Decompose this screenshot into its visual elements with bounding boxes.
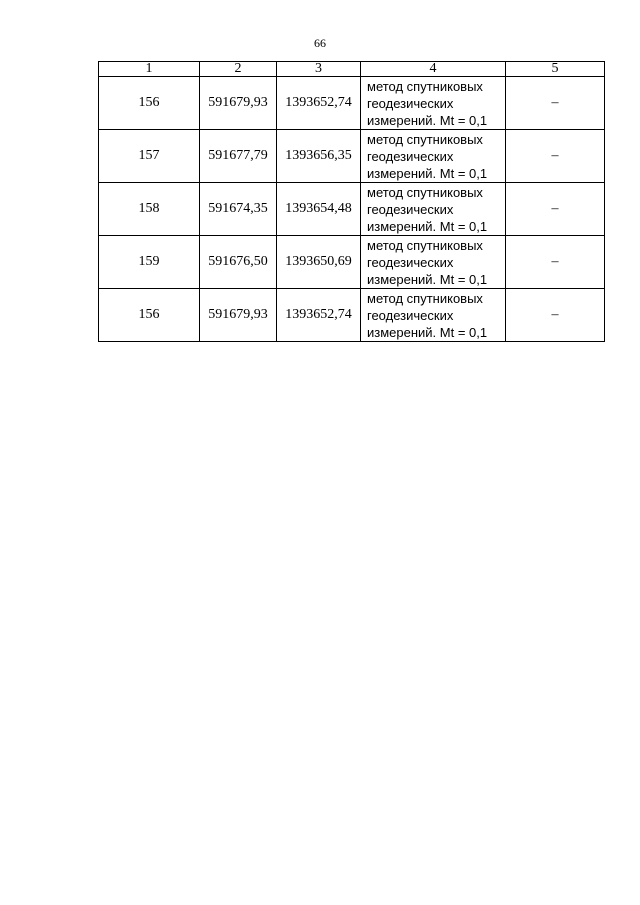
column-header-3: 3	[277, 62, 361, 77]
column-header-1: 1	[99, 62, 200, 77]
column-header-5: 5	[506, 62, 605, 77]
y-coordinate-cell: 1393652,74	[277, 77, 361, 130]
method-cell	[361, 183, 506, 236]
method-cell	[361, 130, 506, 183]
point-number-cell: 156	[99, 289, 200, 342]
coordinates-table	[98, 61, 605, 342]
point-number-cell: 156	[99, 77, 200, 130]
table-row	[99, 289, 605, 342]
point-number-cell: 159	[99, 236, 200, 289]
point-number-cell: 158	[99, 183, 200, 236]
y-coordinate-cell: 1393652,74	[277, 289, 361, 342]
method-line: метод спутниковых	[367, 184, 483, 200]
x-coordinate-cell: 591679,93	[200, 77, 277, 130]
x-coordinate-cell: 591676,50	[200, 236, 277, 289]
method-cell	[361, 289, 506, 342]
y-coordinate-cell: 1393656,35	[277, 130, 361, 183]
note-cell: –	[506, 289, 605, 342]
column-header-4: 4	[361, 62, 506, 77]
x-coordinate-cell: 591679,93	[200, 289, 277, 342]
method-line: геодезических	[367, 201, 454, 217]
method-line: измерений. Mt = 0,1	[367, 271, 488, 287]
y-coordinate-cell: 1393654,48	[277, 183, 361, 236]
page-number: 66	[314, 36, 326, 50]
x-coordinate-cell: 591674,35	[200, 183, 277, 236]
method-line: геодезических	[367, 307, 454, 323]
method-line: метод спутниковых	[367, 290, 483, 306]
table-header-row	[99, 62, 605, 77]
note-cell: –	[506, 130, 605, 183]
method-line: измерений. Mt = 0,1	[367, 112, 488, 128]
method-line: измерений. Mt = 0,1	[367, 324, 488, 340]
point-number-cell: 157	[99, 130, 200, 183]
method-line: метод спутниковых	[367, 131, 483, 147]
x-coordinate-cell: 591677,79	[200, 130, 277, 183]
table-row	[99, 77, 605, 130]
table-row	[99, 183, 605, 236]
note-cell: –	[506, 236, 605, 289]
note-cell: –	[506, 183, 605, 236]
table-row	[99, 130, 605, 183]
method-line: измерений. Mt = 0,1	[367, 165, 488, 181]
method-line: геодезических	[367, 95, 454, 111]
method-line: метод спутниковых	[367, 237, 483, 253]
table-row	[99, 236, 605, 289]
method-cell	[361, 236, 506, 289]
method-line: измерений. Mt = 0,1	[367, 218, 488, 234]
column-header-2: 2	[200, 62, 277, 77]
method-line: геодезических	[367, 148, 454, 164]
method-line: метод спутниковых	[367, 78, 483, 94]
method-cell	[361, 77, 506, 130]
method-line: геодезических	[367, 254, 454, 270]
note-cell: –	[506, 77, 605, 130]
y-coordinate-cell: 1393650,69	[277, 236, 361, 289]
